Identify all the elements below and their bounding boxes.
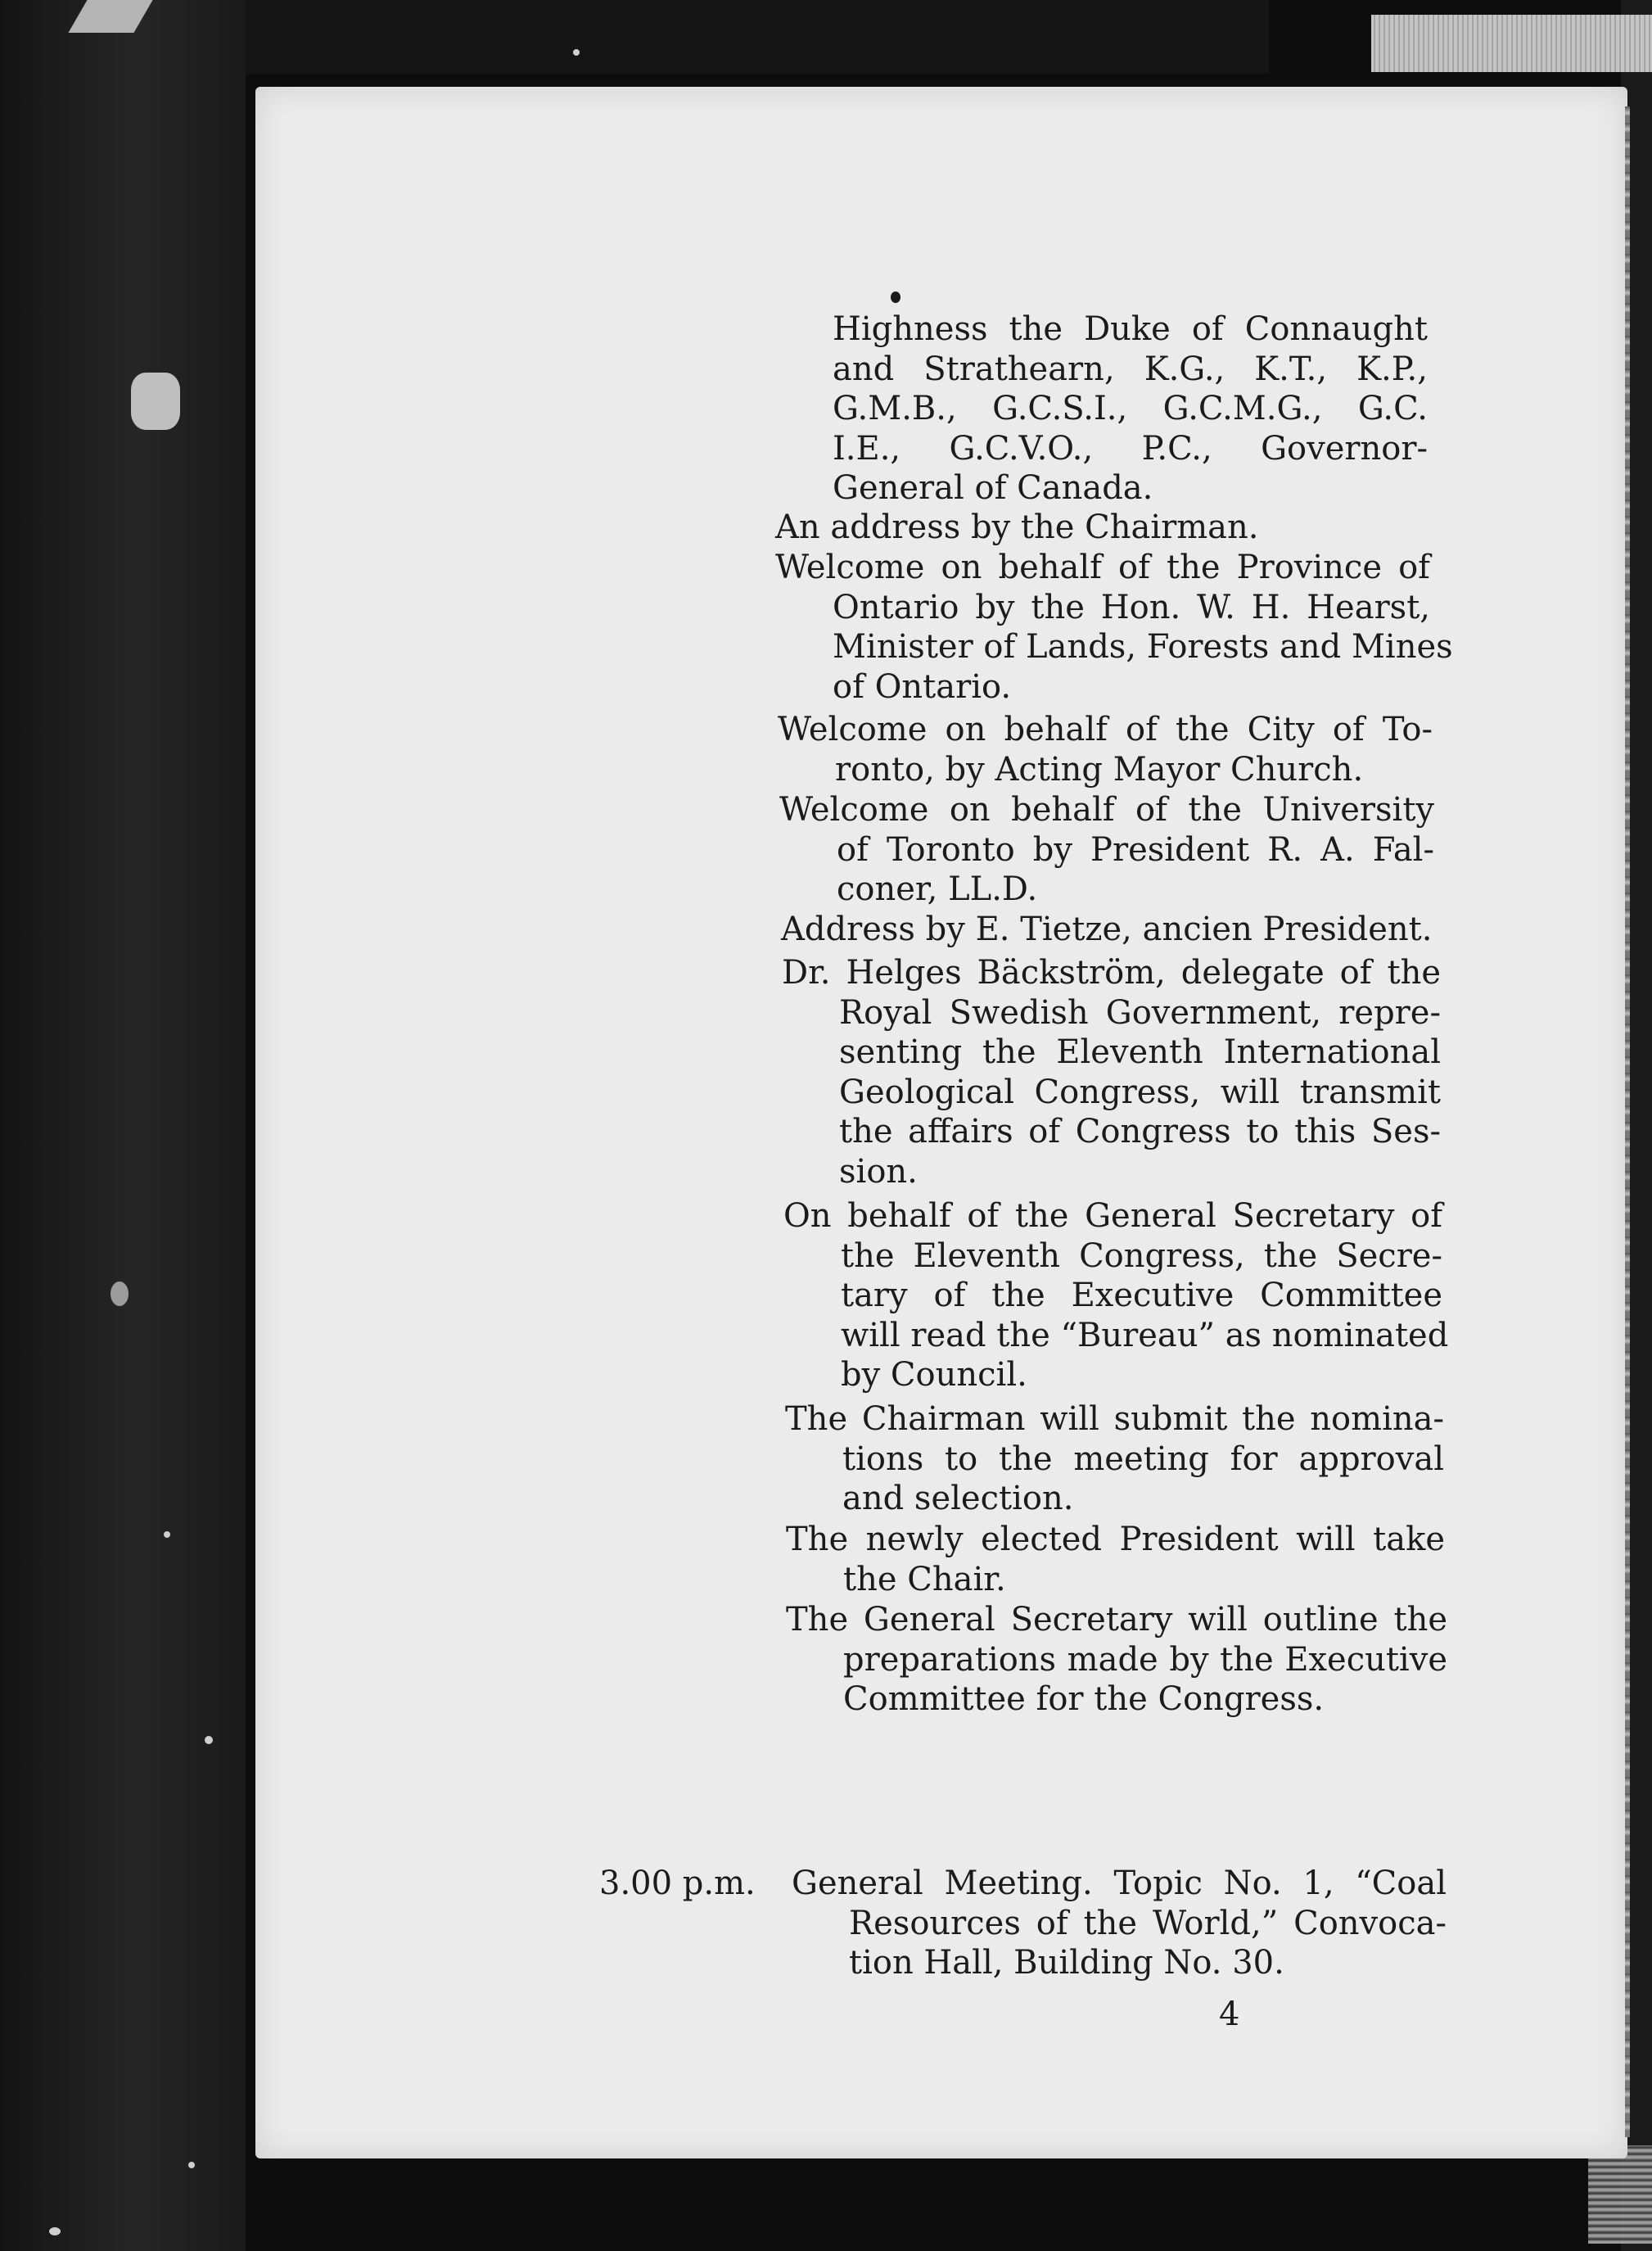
text-line: by Council. — [841, 1356, 1027, 1394]
dust-speck — [111, 1281, 129, 1306]
text-line: Dr. Helges Bäckström, delegate of the — [782, 954, 1441, 992]
text-line: senting the Eleventh International — [839, 1033, 1441, 1071]
dust-speck — [188, 2162, 195, 2168]
program-entry-general-meeting — [792, 1864, 1447, 1983]
text-line: will read the “Bureau” as nominated — [841, 1316, 1449, 1354]
scan-artifact-top-right — [1371, 15, 1652, 72]
text-line: General Meeting. Topic No. 1, “Coal — [792, 1865, 1447, 1902]
bullet-mark — [891, 292, 900, 303]
program-entry-governor-general — [833, 310, 1428, 509]
dust-speck — [164, 1531, 170, 1538]
page-edge-shadow — [1625, 106, 1630, 2137]
text-line: The General Secretary will outline the — [786, 1601, 1447, 1639]
program-entry-welcome-ontario — [775, 548, 1453, 707]
time-label: 3.00 p.m. — [599, 1865, 756, 1902]
program-entry-chairman-address — [775, 508, 1430, 548]
program-entry-backstrom — [782, 953, 1441, 1191]
page-number: 4 — [1219, 1996, 1240, 2033]
text-line: Address by E. Tietze, ancien President. — [781, 911, 1433, 948]
text-line: the Chair. — [843, 1560, 1006, 1598]
text-line: Royal Swedish Government, repre- — [839, 993, 1441, 1032]
text-line: Welcome on behalf of the University — [779, 791, 1434, 829]
film-border-left — [0, 0, 246, 2251]
program-entry-welcome-toronto — [778, 710, 1433, 789]
text-line: ronto, by Acting Mayor Church. — [835, 750, 1364, 789]
film-border-top — [246, 0, 1269, 74]
program-entry-preparations — [786, 1600, 1447, 1720]
program-entry-tietze-address — [781, 910, 1440, 950]
text-line: Highness the Duke of Connaught — [833, 310, 1428, 348]
dust-speck — [205, 1736, 213, 1744]
text-line: On behalf of the General Secretary of — [783, 1197, 1442, 1235]
text-line: Committee for the Congress. — [843, 1680, 1325, 1718]
text-line: coner, LL.D. — [837, 870, 1038, 908]
dust-speck — [49, 2227, 61, 2235]
text-line: The newly elected President will take — [786, 1521, 1445, 1558]
text-line: An address by the Chairman. — [775, 509, 1259, 546]
text-line: General of Canada. — [833, 469, 1153, 507]
text-line: tary of the Executive Committee — [841, 1277, 1442, 1314]
text-line: Minister of Lands, Forests and Mines — [833, 628, 1453, 666]
text-line: tion Hall, Building No. 30. — [849, 1944, 1284, 1982]
program-entry-general-secretary-bureau — [783, 1196, 1449, 1395]
text-line: Welcome on behalf of the Province of — [775, 549, 1430, 586]
text-line: the affairs of Congress to this Ses- — [839, 1113, 1441, 1150]
text-line: tions to the meeting for approval — [842, 1440, 1444, 1478]
text-line: Resources of the World,” Convoca- — [849, 1904, 1447, 1942]
program-entry-welcome-university — [779, 790, 1434, 910]
text-line: and Strathearn, K.G., K.T., K.P., — [833, 350, 1428, 388]
text-line: The Chairman will submit the nomina- — [785, 1400, 1444, 1438]
text-line: of Toronto by President R. A. Fal- — [837, 830, 1434, 869]
text-line: G.M.B., G.C.S.I., G.C.M.G., G.C. — [833, 390, 1428, 427]
text-line: the Eleventh Congress, the Secre- — [841, 1236, 1442, 1275]
text-line: sion. — [839, 1152, 918, 1191]
dust-speck — [131, 373, 180, 430]
text-line: of Ontario. — [833, 667, 1012, 706]
text-line: preparations made by the Executive — [843, 1640, 1447, 1679]
text-line: Ontario by the Hon. W. H. Hearst, — [833, 588, 1430, 626]
scan-artifact-bottom-right — [1588, 2145, 1652, 2244]
program-entry-nominations — [785, 1399, 1444, 1519]
page-content — [255, 87, 1627, 2158]
text-line: Geological Congress, will transmit — [839, 1073, 1441, 1111]
text-line: Welcome on behalf of the City of To- — [778, 711, 1433, 748]
program-entry-new-president — [786, 1520, 1445, 1599]
dust-speck — [573, 49, 580, 56]
text-line: I.E., G.C.V.O., P.C., Governor- — [833, 429, 1428, 468]
document-page — [255, 87, 1627, 2158]
text-line: and selection. — [842, 1480, 1074, 1517]
